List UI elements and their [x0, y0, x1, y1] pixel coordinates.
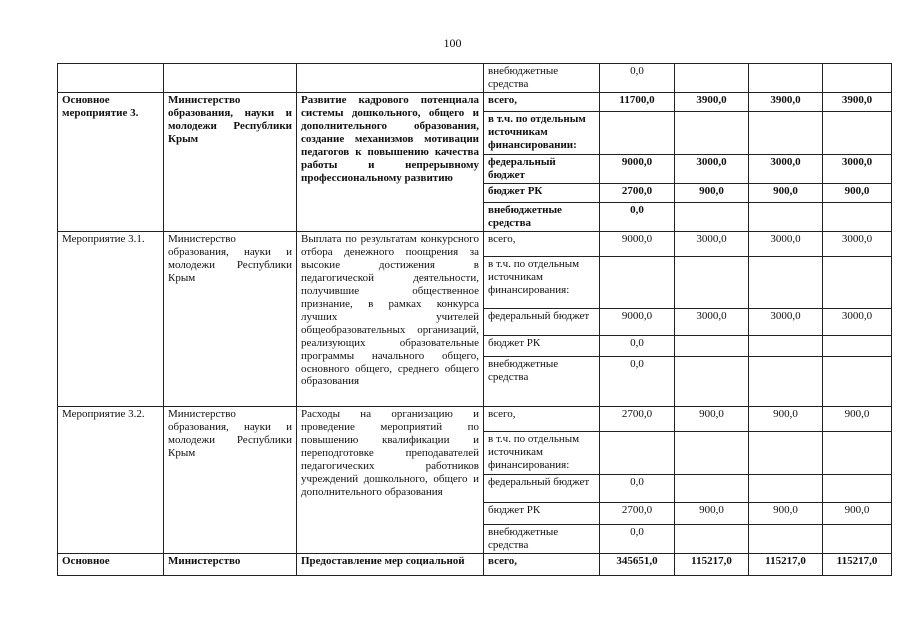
measure-description: Выплата по результатам конкурсного отбора денежного поощрения за высокие достижения в педагогической деятельности, получившие общественное признание, в рамках конкурса лучших учителей общеобразовательных организаций, реализующих образовательные программы начального общего, основного общего, среднего общего образования [297, 231, 484, 406]
table-row [58, 231, 892, 256]
funding-source: всего, [484, 553, 600, 575]
year-1-amount [675, 202, 749, 231]
responsible-executor: Министерство образования, науки и молодежи Республики Крым [164, 406, 297, 553]
year-3-amount: 3000,0 [823, 308, 892, 335]
year-1-amount [675, 524, 749, 553]
funding-source: в т.ч. по отдельным источникам финансировании: [484, 111, 600, 154]
measure-description: Расходы на организацию и проведение мероприятий по повышению квалификации и переподготовке преподавателей педагогических работников учреждений дошкольного, общего и дополнительного образования [297, 406, 484, 553]
year-3-amount [823, 256, 892, 308]
financing-table [57, 63, 892, 576]
page-number: 100 [443, 36, 462, 50]
funding-source: всего, [484, 231, 600, 256]
total-amount: 2700,0 [600, 406, 675, 431]
funding-source: внебюджетные средства [484, 202, 600, 231]
total-amount: 2700,0 [600, 502, 675, 524]
year-2-amount: 3900,0 [749, 92, 823, 111]
year-2-amount [749, 202, 823, 231]
table-row [58, 64, 892, 93]
measure-name [58, 64, 164, 93]
responsible-executor: Министерство [164, 553, 297, 575]
funding-source: внебюджетные средства [484, 524, 600, 553]
total-amount: 11700,0 [600, 92, 675, 111]
measure-name: Мероприятие 3.2. [58, 406, 164, 553]
year-3-amount [823, 111, 892, 154]
funding-source: в т.ч. по отдельным источникам финансирования: [484, 256, 600, 308]
year-2-amount: 3000,0 [749, 154, 823, 183]
responsible-executor [164, 64, 297, 93]
year-1-amount [675, 111, 749, 154]
year-2-amount [749, 111, 823, 154]
year-3-amount: 3000,0 [823, 154, 892, 183]
measure-description: Предоставление мер социальной [297, 553, 484, 575]
funding-source: федеральный бюджет [484, 308, 600, 335]
year-3-amount [823, 335, 892, 356]
total-amount: 2700,0 [600, 183, 675, 202]
year-2-amount: 115217,0 [749, 553, 823, 575]
total-amount: 345651,0 [600, 553, 675, 575]
measure-name: Основное мероприятие 3. [58, 92, 164, 231]
total-amount [600, 256, 675, 308]
year-1-amount: 900,0 [675, 183, 749, 202]
year-3-amount: 3000,0 [823, 231, 892, 256]
funding-source: внебюджетные средства [484, 356, 600, 406]
year-1-amount [675, 431, 749, 474]
responsible-executor: Министерство образования, науки и молодежи Республики Крым [164, 92, 297, 231]
total-amount: 0,0 [600, 356, 675, 406]
year-3-amount [823, 474, 892, 502]
total-amount: 0,0 [600, 202, 675, 231]
year-1-amount: 3900,0 [675, 92, 749, 111]
year-2-amount: 900,0 [749, 183, 823, 202]
year-1-amount [675, 64, 749, 93]
funding-source: бюджет РК [484, 183, 600, 202]
year-1-amount [675, 256, 749, 308]
year-3-amount: 900,0 [823, 502, 892, 524]
year-3-amount [823, 356, 892, 406]
year-1-amount: 900,0 [675, 502, 749, 524]
year-1-amount: 115217,0 [675, 553, 749, 575]
year-3-amount [823, 431, 892, 474]
funding-source: внебюджетные средства [484, 64, 600, 93]
year-2-amount [749, 474, 823, 502]
total-amount: 0,0 [600, 64, 675, 93]
table-row [58, 553, 892, 575]
measure-name: Основное [58, 553, 164, 575]
total-amount [600, 431, 675, 474]
year-3-amount: 900,0 [823, 406, 892, 431]
year-3-amount: 3900,0 [823, 92, 892, 111]
table-row [58, 406, 892, 431]
responsible-executor: Министерство образования, науки и молодежи Республики Крым [164, 231, 297, 406]
year-2-amount [749, 335, 823, 356]
funding-source: бюджет РК [484, 502, 600, 524]
year-2-amount [749, 356, 823, 406]
year-1-amount: 900,0 [675, 406, 749, 431]
year-1-amount [675, 474, 749, 502]
measure-description: Развитие кадрового потенциала системы дошкольного, общего и дополнительного образования, создание механизмов мотивации педагогов к повышению качества работы и непрерывному профессиональному развитию [297, 92, 484, 231]
year-2-amount: 900,0 [749, 502, 823, 524]
total-amount: 9000,0 [600, 308, 675, 335]
funding-source: всего, [484, 406, 600, 431]
funding-source: в т.ч. по отдельным источникам финансирования: [484, 431, 600, 474]
year-3-amount [823, 202, 892, 231]
funding-source: федеральный бюджет [484, 154, 600, 183]
total-amount [600, 111, 675, 154]
total-amount: 0,0 [600, 524, 675, 553]
year-3-amount [823, 64, 892, 93]
year-3-amount: 900,0 [823, 183, 892, 202]
year-2-amount: 3000,0 [749, 308, 823, 335]
year-2-amount [749, 64, 823, 93]
measure-description [297, 64, 484, 93]
total-amount: 9000,0 [600, 231, 675, 256]
total-amount: 9000,0 [600, 154, 675, 183]
table-row [58, 92, 892, 111]
year-1-amount [675, 356, 749, 406]
year-3-amount: 115217,0 [823, 553, 892, 575]
year-2-amount [749, 431, 823, 474]
funding-source: бюджет РК [484, 335, 600, 356]
total-amount: 0,0 [600, 474, 675, 502]
funding-source: федеральный бюджет [484, 474, 600, 502]
year-1-amount: 3000,0 [675, 154, 749, 183]
year-2-amount: 3000,0 [749, 231, 823, 256]
year-2-amount [749, 524, 823, 553]
year-1-amount: 3000,0 [675, 308, 749, 335]
year-1-amount: 3000,0 [675, 231, 749, 256]
funding-source: всего, [484, 92, 600, 111]
total-amount: 0,0 [600, 335, 675, 356]
year-2-amount [749, 256, 823, 308]
year-2-amount: 900,0 [749, 406, 823, 431]
year-1-amount [675, 335, 749, 356]
year-3-amount [823, 524, 892, 553]
measure-name: Мероприятие 3.1. [58, 231, 164, 406]
